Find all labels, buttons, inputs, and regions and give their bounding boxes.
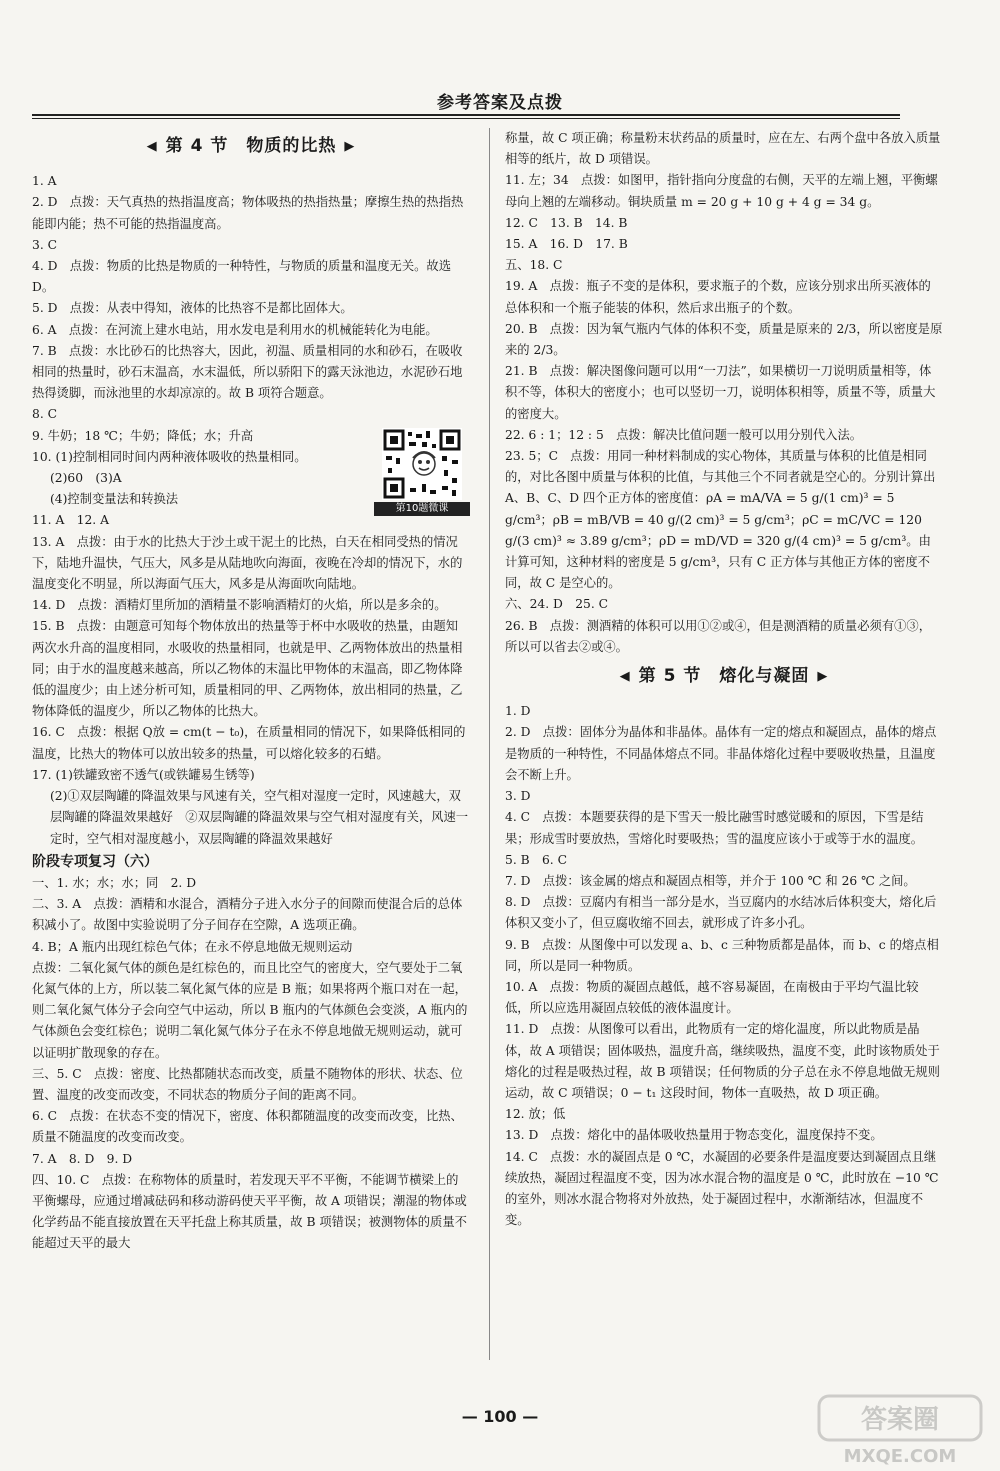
review-item: 二、3. A 点拨：酒精和水混合，酒精分子进入水分子的间隙而使混合后的总体积减小了。故图中实验说明了分子间存在空隙，A 选项正确。 <box>32 897 463 933</box>
answer-item: 11. A 12. A <box>32 513 109 528</box>
answer-item: 9. B 点拨：从图像中可以发现 a、b、c 三种物质都是晶体，而 b、c 的熔点相同，所以是同一种物质。 <box>505 937 939 973</box>
answer-item: 3. C <box>32 237 58 252</box>
answer-item: 26. B 点拨：测酒精的体积可以用①②或④，但是测酒精的质量必须有①③，所以可以省去②或④。 <box>505 618 932 654</box>
review-heading: 阶段专项复习（六） <box>32 853 158 870</box>
answer-item: 20. B 点拨：因为氧气瓶内气体的体积不变，质量是原来的 2/3，所以密度是原来的 2/3。 <box>505 321 943 358</box>
review-item: 三、5. C 点拨：密度、比热都随状态而改变，质量不随物体的形状、状态、位置、温度的改变而改变，不同状态的物质分子间的距离不同。 <box>32 1066 463 1102</box>
answer-item: 五、18. C <box>505 258 563 273</box>
answer-item: 11. D 点拨：从图像可以看出，此物质有一定的熔化温度，所以此物质是晶体，故 A 项错误；固体吸热，温度升高，继续吸热，温度不变，此时该物质处于熔化的过程是吸热过程，故 B 项错误；任何物质的分子总在永不停息地做无规则运动，故 C 项错误；0 − t₁ 这段时间，物体一直吸热，故 D 项正确。 <box>505 1022 940 1100</box>
watermark-logo <box>815 1392 985 1467</box>
answer-item: 15. B 点拨：由题意可知每个物体放出的热量等于杯中水吸收的热量，由题知两次水升高的温度相同，水吸收的热量相同，也就是甲、乙两物体放出的热量相同；由于水的温度越来越高，所以乙物体的末温比甲物体的末温高，即乙物体降低的温度少；由上述分析可知，质量相同的甲、乙两物体，放出相同的热量，乙物体降低的温度少，所以乙物体的比热大。 <box>32 619 463 719</box>
answer-item: 19. A 点拨：瓶子不变的是体积，要求瓶子的个数，应该分别求出所买液体的总体积和一个瓶子能装的体积，然后求出瓶子的个数。 <box>505 279 931 315</box>
answer-item: 23. 5；C 点拨：用同一种材料制成的实心物体，其质量与体积的比值是相同的，对比各图中质量与体积的比值，与其他三个不同者就是空心的。分别计算出 A、B、C、D 四个正方体的密度值：ρA = mA/VA = 5 g/(1 cm)³ = 5 g/cm³；ρB = mB/VB = 40 g/(2 cm)³ = 5 g/cm³；ρC = mC/VC = 120 g/(3 cm)³ ≈ 3.89 g/cm³；ρD = mD/VD = 320 g/(4 cm)³ = 5 g/cm³。由计算可知，这种材料的密度是 5 g/cm³，只有 C 正方体与其他正方体的密度不同，故 C 是空心的。 <box>505 449 936 591</box>
answer-item: (4)控制变量法和转换法 <box>50 492 179 507</box>
answer-item: 12. 放；低 <box>505 1107 566 1122</box>
section-title: 第 4 节 物质的比热 <box>165 136 337 156</box>
page-header-title: 参考答案及点拨 <box>437 93 563 113</box>
answer-item: 14. C 点拨：水的凝固点是 0 ℃，水凝固的必要条件是温度要达到凝固点且继续放热，凝固过程温度不变，因为冰水混合物的温度是 0 ℃，此时放在 −10 ℃ 的室外，则冰水混合物将对外放热，处于凝固过程中，水渐渐结冰，但温度不变。 <box>505 1149 939 1228</box>
review-item: 4. B；A 瓶内出现红棕色气体；在永不停息地做无规则运动 <box>32 939 353 954</box>
right-column <box>505 128 943 1231</box>
answer-item: 13. D 点拨：熔化中的晶体吸收热量用于物态变化，温度保持不变。 <box>505 1128 883 1143</box>
answer-item: (2)60 (3)A <box>50 471 122 486</box>
answer-item: 6. A 点拨：在河流上建水电站，用水发电是利用水的机械能转化为电能。 <box>32 322 438 337</box>
review-item: 6. C 点拨：在状态不变的情况下，密度、体积都随温度的改变而改变，比热、质量不随温度的改变而改变。 <box>32 1109 463 1145</box>
watermark-label: 答案圈 <box>860 1405 940 1435</box>
review-item: 四、10. C 点拨：在称物体的质量时，若发现天平不平衡，不能调节横梁上的平衡螺母，应通过增减砝码和移动游码使天平平衡，故 A 项错误；潮湿的物体或化学药品不能直接放置在天平托盘上称其质量，故 B 项错误；被测物体的质量不能超过天平的最大 <box>32 1172 467 1251</box>
answer-item: 12. C 13. B 14. B <box>505 215 628 230</box>
answer-item: 5. D 点拨：从表中得知，液体的比热容不是都比固体大。 <box>32 301 353 316</box>
qr-code-icon <box>382 428 462 500</box>
answer-item: 8. D 点拨：豆腐内有相当一部分是水，当豆腐内的水结冰后体积变大，熔化后体积又变小了，但豆腐收缩不回去，就形成了许多小孔。 <box>505 895 937 931</box>
answer-item: 3. D <box>505 789 531 804</box>
answer-item: 2. D 点拨：固体分为晶体和非晶体。晶体有一定的熔点和凝固点，晶体的熔点是物质的一种特性，不同晶体熔点不同。非晶体熔化过程中要吸收热量，且温度会不断上升。 <box>505 725 937 782</box>
answer-item: 2. D 点拨：天气真热的热指温度高；物体吸热的热指热量；摩擦生热的热指热能即内能；热不可能的热指温度高。 <box>32 195 464 231</box>
section-title: 第 5 节 熔化与凝固 <box>638 666 810 687</box>
answer-item: 14. D 点拨：酒精灯里所加的酒精量不影响酒精灯的火焰，所以是多余的。 <box>32 598 447 613</box>
right-triangle-icon: ▶ <box>817 669 829 685</box>
answer-item: 六、24. D 25. C <box>505 597 609 612</box>
answer-item: 16. C 点拨：根据 Q放 = cm(t − t₀)，在质量相同的情况下，如果降低相同的温度，比热大的物体可以放出较多的热量，可以熔化较多的石蜡。 <box>32 725 466 761</box>
qr-code-box[interactable] <box>374 428 470 516</box>
answer-item: (2)①双层陶罐的降温效果与风速有关，空气相对湿度一定时，风速越大，双层陶罐的降温效果越好 ②双层陶罐的降温效果与空气相对湿度有关，风速一定时，空气相对湿度越小，双层陶罐的降温效果越好 <box>50 789 469 846</box>
qr-caption: 第10题微课 <box>374 502 470 516</box>
answer-item: 称量，故 C 项正确；称量粉末状药品的质量时，应在左、右两个盘中各放入质量相等的纸片，故 D 项错误。 <box>505 131 941 167</box>
answer-item: 10. (1)控制相同时间内两种液体吸收的热量相同。 <box>32 449 307 464</box>
review-item: 7. A 8. D 9. D <box>32 1151 133 1166</box>
section-heading-5 <box>505 666 943 687</box>
answer-item: 13. A 点拨：由于水的比热大于沙土或干泥土的比热，白天在相同受热的情况下，陆地升温快，气压大，风多是从陆地吹向海面，夜晚在冷却的情况下，水的温度变化不明显，所以海面气压大，风多是从海面吹向陆地。 <box>32 534 463 592</box>
answer-item: 5. B 6. C <box>505 852 568 867</box>
answer-item: 7. D 点拨：该金属的熔点和凝固点相等，并介于 100 ℃ 和 26 ℃ 之间。 <box>505 873 916 888</box>
page-number: — 100 — <box>461 1407 539 1426</box>
answer-item: 11. 左；34 点拨：如图甲，指针指向分度盘的右侧，天平的左端上翘，平衡螺母向上翘的左端移动。铜块质量 m = 20 g + 10 g + 4 g = 34 g。 <box>505 173 938 209</box>
answer-item: 8. C <box>32 407 58 422</box>
answer-item: 10. A 点拨：物质的凝固点越低，越不容易凝固，在南极由于平均气温比较低，所以应选用凝固点较低的液体温度计。 <box>505 979 919 1016</box>
left-triangle-icon: ◀ <box>146 139 158 154</box>
answer-item: 21. B 点拨：解决图像问题可以用“一刀法”，如果横切一刀说明质量相等，体积不等，体积大的密度小；也可以竖切一刀，说明体积相等，质量不等，质量大的密度大。 <box>505 364 936 421</box>
review-item: 点拨：二氧化氮气体的颜色是红棕色的，而且比空气的密度大，空气要处于二氧化氮气体的上方，所以装二氧化氮气体的应是 B 瓶；如果将两个瓶口对在一起，则二氧化氮气体分子会向空气中运动，所以 B 瓶内的气体颜色会变淡，A 瓶内的气体颜色会变红棕色；说明二氧化氮气体分子在永不停息地做无规则运动，就可以证明扩散现象的存在。 <box>32 960 468 1060</box>
left-column <box>32 128 470 1255</box>
answer-item: 15. A 16. D 17. B <box>505 237 628 252</box>
answer-item: 4. C 点拨：本题要获得的是下雪天一般比融雪时感觉暖和的原因，下雪是结果；形成雪时要放热，雪熔化时要吸热；雪的温度应该小于或等于水的温度。 <box>505 810 924 846</box>
left-triangle-icon: ◀ <box>619 669 631 685</box>
answer-item: 4. D 点拨：物质的比热是物质的一种特性，与物质的质量和温度无关。故选 D。 <box>32 259 452 295</box>
section-heading-4 <box>32 136 470 157</box>
answer-item: 1. A <box>32 174 57 189</box>
answer-item: 7. B 点拨：水比砂石的比热容大，因此，初温、质量相同的水和砂石，在吸收相同的热量时，砂石末温高，水末温低，所以骄阳下的露天泳池边，水泥砂石地热得烫脚，而泳池里的水却凉凉的。故 B 项符合题意。 <box>32 343 463 401</box>
header-divider <box>32 114 900 119</box>
watermark-site: MXQE.COM <box>843 1446 957 1467</box>
right-triangle-icon: ▶ <box>344 139 356 154</box>
answer-item: 9. 牛奶；18 ℃；牛奶；降低；水；升高 <box>32 428 254 443</box>
answer-item: 17. (1)铁罐致密不透气(或铁罐易生锈等) <box>32 767 255 782</box>
column-divider <box>489 128 490 1360</box>
review-item: 一、1. 水；水；水；同 2. D <box>32 875 197 890</box>
answer-item: 1. D <box>505 704 531 719</box>
answer-item: 22. 6 : 1；12 : 5 点拨：解决比值问题一般可以用分别代入法。 <box>505 427 863 442</box>
